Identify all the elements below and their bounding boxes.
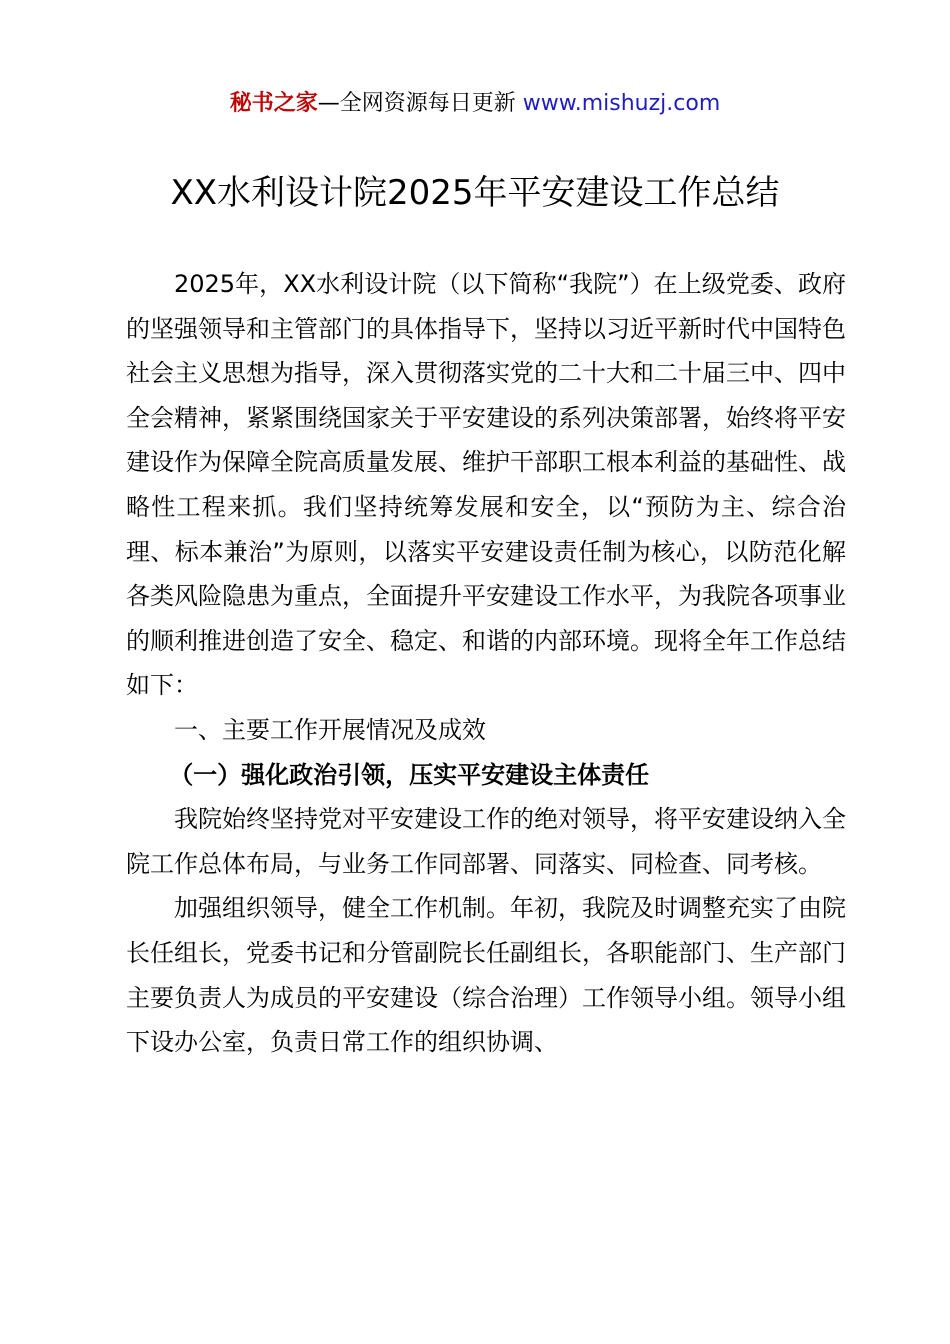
body-paragraph: 加强组织领导，健全工作机制。年初，我院及时调整充实了由院长任组长，党委书记和分管副院长任副组长，各职能部门、生产部门主要负责人为成员的平安建设（综合治理）工作领导小组。领导小组下设办公室，负责日常工作的组织协调、: [126, 894, 846, 1057]
body-paragraph: 我院始终坚持党对平安建设工作的绝对领导，将平安建设纳入全院工作总体布局，与业务工作同部署、同落实、同检查、同考核。: [126, 805, 846, 878]
intro-paragraph: 2025年，XX水利设计院（以下简称“我院”）在上级党委、政府的坚强领导和主管部门的具体指导下，坚持以习近平新时代中国特色社会主义思想为指导，深入贯彻落实党的二十大和二十届三中、四中全会精神，紧紧围绕国家关于平安建设的系列决策部署，始终将平安建设作为保障全院高质量发展、维护干部职工根本利益的基础性、战略性工程来抓。我们坚持统筹发展和安全，以“预防为主、综合治理、标本兼治”为原则，以落实平安建设责任制为核心，以防范化解各类风险隐患为重点，全面提升平安建设工作水平，为我院各项事业的顺利推进创造了安全、稳定、和谐的内部环境。现将全年工作总结如下：: [126, 270, 846, 700]
document-body: [126, 262, 846, 1065]
subsection-heading: （一）强化政治引领，压实平安建设主体责任: [169, 760, 650, 789]
site-brand: 秘书之家: [229, 91, 318, 116]
section-heading: 一、主要工作开展情况及成效: [174, 715, 486, 744]
site-header: [0, 86, 950, 122]
document-title: XX水利设计院2025年平安建设工作总结: [170, 173, 780, 213]
site-tagline: —全网资源每日更新: [317, 91, 516, 116]
site-url-link[interactable]: www.mishuzj.com: [522, 91, 721, 116]
